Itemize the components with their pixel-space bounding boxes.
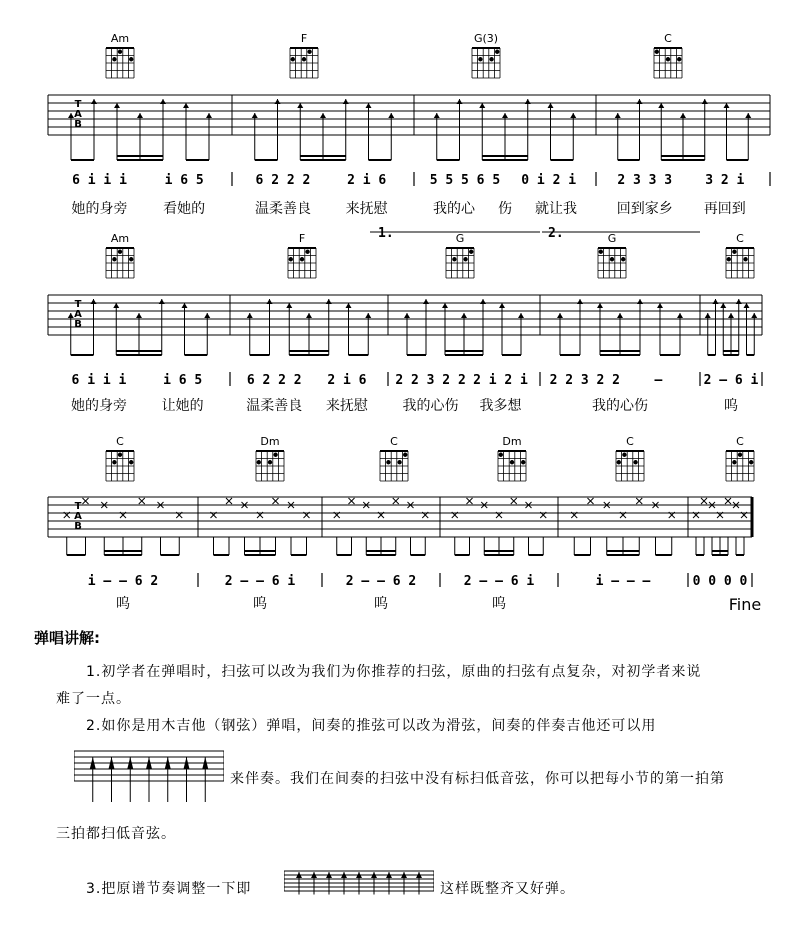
explanation-p2-line3: 三拍都扫低音弦。 xyxy=(56,826,176,842)
chord-name: C xyxy=(736,435,744,448)
chord-diagram xyxy=(616,435,644,481)
jianpu-notes: 2 2 3 2 2 xyxy=(549,373,621,388)
lyric-text: 她的身旁 xyxy=(71,201,128,217)
explanation-p2-line1: 2.如你是用木吉他（钢弦）弹唱，间奏的推弦可以改为滑弦，间奏的伴奏吉他还可以用 xyxy=(86,718,657,734)
chord-name: G xyxy=(607,232,617,245)
jianpu-notes: i 6 5 xyxy=(163,373,203,388)
jianpu-notes: — xyxy=(654,373,663,388)
lyric-text: 就让我 xyxy=(534,201,577,217)
jianpu-notes: 2 i 2 i xyxy=(473,373,528,388)
chord-name: C xyxy=(116,435,124,448)
tab-clef: T xyxy=(74,99,82,110)
volta-1: 1. xyxy=(378,226,394,241)
chord-diagram xyxy=(106,232,134,278)
lyric-text: 呜 xyxy=(492,596,506,612)
lyric-text: 伤 xyxy=(498,201,512,217)
jianpu-notes: 6 2 2 2 xyxy=(255,173,311,188)
jianpu-notes: i — — 6 2 xyxy=(87,574,159,589)
explanation-p1-line1: 1.初学者在弹唱时，扫弦可以改为我们为你推荐的扫弦，原曲的扫弦有点复杂，对初学者来说 xyxy=(86,664,702,680)
lyric-text: 来抚慰 xyxy=(325,398,368,414)
explanation-p3-post: 这样既整齐又好弹。 xyxy=(440,881,575,897)
chord-diagram xyxy=(106,435,134,481)
chord-name: G xyxy=(455,232,465,245)
strum-pattern-2 xyxy=(284,866,434,896)
jianpu-notes: 2 — — 6 i xyxy=(224,574,296,589)
chord-diagram xyxy=(726,435,754,481)
tab-clef: A xyxy=(74,309,82,320)
jianpu-notes: 0 i 2 i xyxy=(521,173,577,188)
chord-diagram xyxy=(446,232,474,278)
lyric-text: 我的心 xyxy=(433,201,476,217)
tab-clef: B xyxy=(74,319,82,330)
explanation-p2-line2: 来伴奏。我们在间奏的扫弦中没有标扫低音弦，你可以把每小节的第一拍第 xyxy=(230,771,725,787)
chord-diagram xyxy=(498,435,526,481)
chord-name: C xyxy=(626,435,634,448)
jianpu-notes: 2 i 6 xyxy=(327,373,367,388)
lyric-text: 来抚慰 xyxy=(345,201,388,217)
chord-name: C xyxy=(664,32,672,45)
jianpu-notes: 6 2 2 2 xyxy=(246,373,302,388)
chord-diagram xyxy=(654,32,682,78)
jianpu-notes: 2 3 3 3 xyxy=(617,173,673,188)
jianpu-notes: 5 5 5 6 5 xyxy=(429,173,501,188)
jianpu-notes: i — — — xyxy=(595,574,651,589)
tab-clef: A xyxy=(74,511,82,522)
chord-name: C xyxy=(390,435,398,448)
chord-name: Dm xyxy=(502,435,522,448)
jianpu-notes: i 6 5 xyxy=(164,173,204,188)
chord-name: Am xyxy=(110,32,130,45)
chord-diagram xyxy=(472,32,500,78)
jianpu-notes: 2 i 6 xyxy=(347,173,387,188)
chord-name: F xyxy=(298,232,306,245)
jianpu-notes: 3 2 i xyxy=(705,173,745,188)
jianpu-notes: 6 i i i xyxy=(72,173,127,188)
tab-clef: T xyxy=(74,299,82,310)
jianpu-notes: 2 — — 6 i xyxy=(463,574,535,589)
chord-diagram xyxy=(290,32,318,78)
jianpu-notes: 2 — 6 i xyxy=(703,373,759,388)
lyric-text: 温柔善良 xyxy=(254,201,311,217)
lyric-text: 看她的 xyxy=(163,201,206,217)
strum-pattern-1 xyxy=(74,745,224,805)
lyric-text: 我的心伤 xyxy=(402,398,459,414)
tab-clef: A xyxy=(74,109,82,120)
fine-mark: Fine xyxy=(728,595,762,614)
lyric-text: 她的身旁 xyxy=(70,398,127,414)
chord-name: F xyxy=(300,32,308,45)
tab-staff xyxy=(48,497,752,555)
lyric-text: 温柔善良 xyxy=(246,398,303,414)
lyric-text: 我多想 xyxy=(479,398,522,414)
chord-diagram xyxy=(726,232,754,278)
lyric-text: 回到家乡 xyxy=(616,201,673,217)
jianpu-notes: 6 i i i xyxy=(71,373,127,388)
jianpu-notes: 2 — — 6 2 xyxy=(345,574,417,589)
tab-clef: T xyxy=(74,501,82,512)
chord-diagram xyxy=(380,435,408,481)
tab-staff xyxy=(48,295,762,355)
chord-name: G(3) xyxy=(473,32,499,45)
lyric-text: 呜 xyxy=(724,398,738,414)
tab-clef: B xyxy=(74,521,82,532)
tab-staff xyxy=(48,95,770,160)
explanation-p3-pre: 3.把原谱节奏调整一下即 xyxy=(86,881,252,897)
chord-diagram xyxy=(106,32,134,78)
lyric-text: 呜 xyxy=(253,596,267,612)
chord-name: C xyxy=(736,232,744,245)
tab-clef: B xyxy=(74,119,82,130)
volta-2: 2. xyxy=(548,226,564,241)
chord-name: Dm xyxy=(260,435,280,448)
explanation-title: 弹唱讲解: xyxy=(34,629,100,647)
chord-diagram xyxy=(598,232,626,278)
lyric-text: 我的心伤 xyxy=(592,398,648,414)
explanation-p1-line2: 难了一点。 xyxy=(56,691,131,707)
chord-name: Am xyxy=(110,232,130,245)
chord-diagram xyxy=(256,435,284,481)
lyric-text: 呜 xyxy=(374,596,388,612)
jianpu-notes: 0 0 0 0 xyxy=(692,574,748,589)
chord-diagram xyxy=(288,232,316,278)
lyric-text: 呜 xyxy=(116,596,130,612)
lyric-text: 让她的 xyxy=(161,398,204,414)
jianpu-notes: 2 2 3 2 2 xyxy=(395,373,466,388)
lyric-text: 再回到 xyxy=(703,201,746,217)
